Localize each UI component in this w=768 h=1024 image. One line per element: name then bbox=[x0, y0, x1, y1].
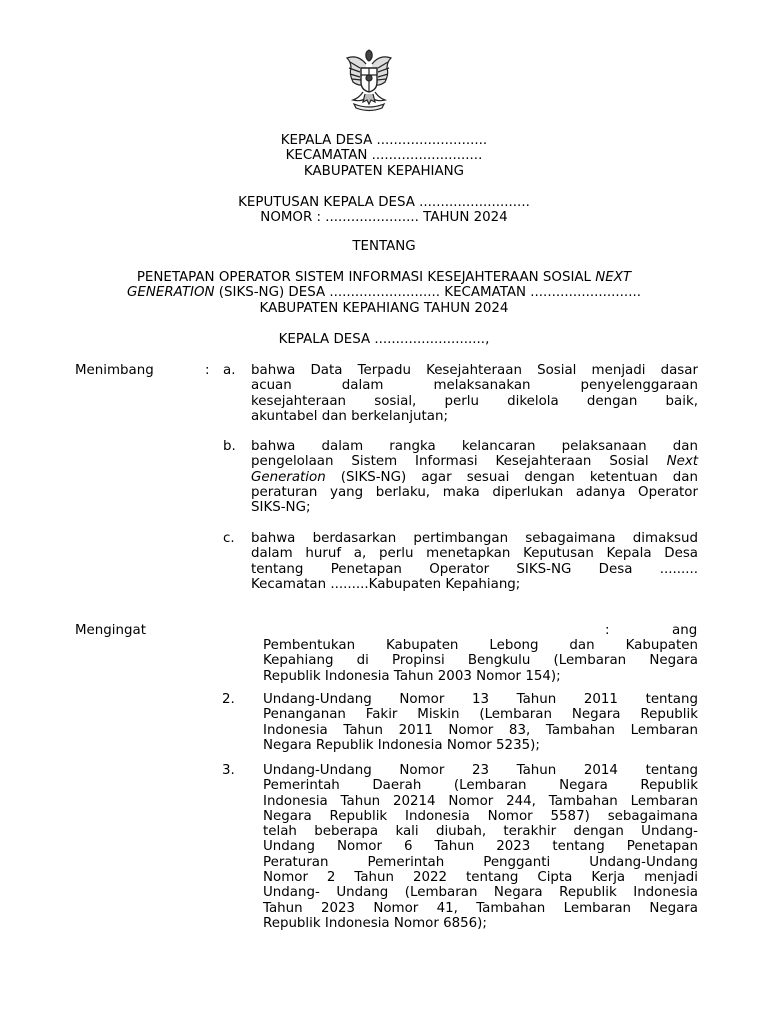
menimbang-item-letter: a. bbox=[223, 363, 236, 378]
text-line: Indonesia Tahun 2011 Nomor 83, Tambahan Lembaran bbox=[263, 722, 698, 738]
subject-line-1 bbox=[0, 270, 768, 285]
text-fragment: pengelolaan Sistem Informasi Kesejahteraan Sosial bbox=[251, 454, 649, 470]
text-italic: Generation bbox=[251, 469, 326, 485]
mengingat-label: Mengingat bbox=[75, 623, 146, 638]
menimbang-label: Menimbang bbox=[75, 363, 154, 378]
letterhead-village: KEPALA DESA .......................... bbox=[280, 133, 488, 148]
mengingat-item-number: 2. bbox=[222, 692, 235, 707]
subject-italic: GENERATION bbox=[127, 285, 215, 301]
text-line: Pemerintah Daerah (Lembaran Negara Republik bbox=[263, 778, 698, 794]
decree-subject bbox=[0, 270, 768, 316]
subject-italic: NEXT bbox=[595, 270, 632, 285]
text-line: Kecamatan .........Kabupaten Kepahiang; bbox=[251, 576, 521, 592]
menimbang-item-c bbox=[251, 531, 698, 592]
text-line: Indonesia Tahun 20214 Nomor 244, Tambahan Lembaran bbox=[263, 793, 698, 809]
decree-heading bbox=[0, 195, 768, 226]
text-line bbox=[251, 470, 698, 485]
text-line: bahwa berdasarkan pertimbangan sebagaimana dimaksud bbox=[251, 531, 698, 546]
text-line: Republik Indonesia Tahun 2003 Nomor 154); bbox=[263, 668, 561, 684]
subject-line-2 bbox=[0, 285, 768, 300]
text-line: dalam huruf a, perlu menetapkan Keputusan Kepala Desa bbox=[251, 546, 698, 562]
text-line: Negara Republik Indonesia Nomor 5587) sebagaimana bbox=[263, 808, 698, 824]
letterhead-regency: KABUPATEN KEPAHIANG bbox=[303, 163, 465, 179]
menimbang-item-letter: b. bbox=[223, 439, 236, 454]
text-line: Penanganan Fakir Miskin (Lembaran Negara Republik bbox=[263, 707, 698, 723]
text-line: SIKS-NG; bbox=[251, 500, 311, 516]
text-fragment: (SIKS-NG) agar sesuai dengan ketentuan dan bbox=[340, 469, 698, 485]
mengingat-colon: : bbox=[605, 623, 610, 638]
issuer-heading: KEPALA DESA .........................., bbox=[278, 332, 490, 347]
menimbang-item-a bbox=[251, 363, 698, 424]
text-line: Nomor 2 Tahun 2022 tentang Cipta Kerja menjadi bbox=[263, 870, 698, 886]
decree-title: KEPUTUSAN KEPALA DESA .......................... bbox=[238, 195, 530, 210]
about-label: TENTANG bbox=[352, 239, 416, 254]
mengingat-item-number: 3. bbox=[222, 763, 235, 778]
text-line: Tahun 2023 Nomor 41, Tambahan Lembaran Negara bbox=[263, 900, 698, 916]
text-line: Undang-Undang Nomor 13 Tahun 2011 tentang bbox=[263, 692, 698, 707]
text-line: kesejahteraan sosial, perlu dikelola dengan baik, bbox=[251, 393, 698, 409]
text-line: akuntabel dan berkelanjutan; bbox=[251, 408, 448, 424]
text-line: Undang Nomor 6 Tahun 2023 tentang Penetapan bbox=[263, 839, 698, 855]
menimbang-colon: : bbox=[205, 363, 210, 378]
letterhead-district: KECAMATAN .......................... bbox=[285, 148, 483, 164]
text-line: Kepahiang di Propinsi Bengkulu (Lembaran Negara bbox=[263, 653, 698, 669]
menimbang-item-letter: c. bbox=[223, 531, 235, 546]
text-line: Undang-Undang Nomor 23 Tahun 2014 tentang bbox=[263, 763, 698, 778]
text-line: Pembentukan Kabupaten Lebong dan Kabupaten bbox=[263, 638, 698, 653]
text-line: peraturan yang berlaku, maka diperlukan adanya Operator bbox=[251, 484, 698, 500]
decree-number: NOMOR : ...................... TAHUN 2024 bbox=[260, 210, 508, 226]
mengingat-item-2 bbox=[263, 692, 698, 753]
text-line bbox=[251, 454, 698, 469]
text-line: bahwa Data Terpadu Kesejahteraan Sosial menjadi dasar bbox=[251, 363, 698, 378]
text-line: Undang- Undang (Lembaran Negara Republik Indonesia bbox=[263, 885, 698, 901]
mengingat-item-1-tail: ang bbox=[672, 623, 698, 638]
subject-line-3: KABUPATEN KEPAHIANG TAHUN 2024 bbox=[259, 300, 509, 316]
text-line: Republik Indonesia Nomor 6856); bbox=[263, 915, 487, 931]
text-line: acuan dalam melaksanakan penyelenggaraan bbox=[251, 378, 698, 394]
subject-text: PENETAPAN OPERATOR SISTEM INFORMASI KESEJAHTERAAN SOSIAL bbox=[136, 270, 596, 285]
text-line: Peraturan Pemerintah Pengganti Undang-Undang bbox=[263, 854, 698, 870]
text-italic: Next bbox=[666, 454, 698, 470]
text-line: telah beberapa kali diubah, terakhir dengan Undang- bbox=[263, 824, 698, 840]
mengingat-item-1 bbox=[263, 638, 698, 684]
mengingat-item-3 bbox=[263, 763, 698, 931]
text-line: bahwa dalam rangka kelancaran pelaksanaan dan bbox=[251, 439, 698, 454]
text-line: tentang Penetapan Operator SIKS-NG Desa ......... bbox=[251, 561, 698, 577]
text-line: Negara Republik Indonesia Nomor 5235); bbox=[263, 737, 540, 753]
garuda-emblem-icon bbox=[344, 46, 394, 114]
subject-text: (SIKS-NG) DESA .......................... KECAMATAN .......................... bbox=[214, 285, 641, 301]
letterhead bbox=[0, 133, 768, 179]
menimbang-item-b bbox=[251, 439, 698, 515]
